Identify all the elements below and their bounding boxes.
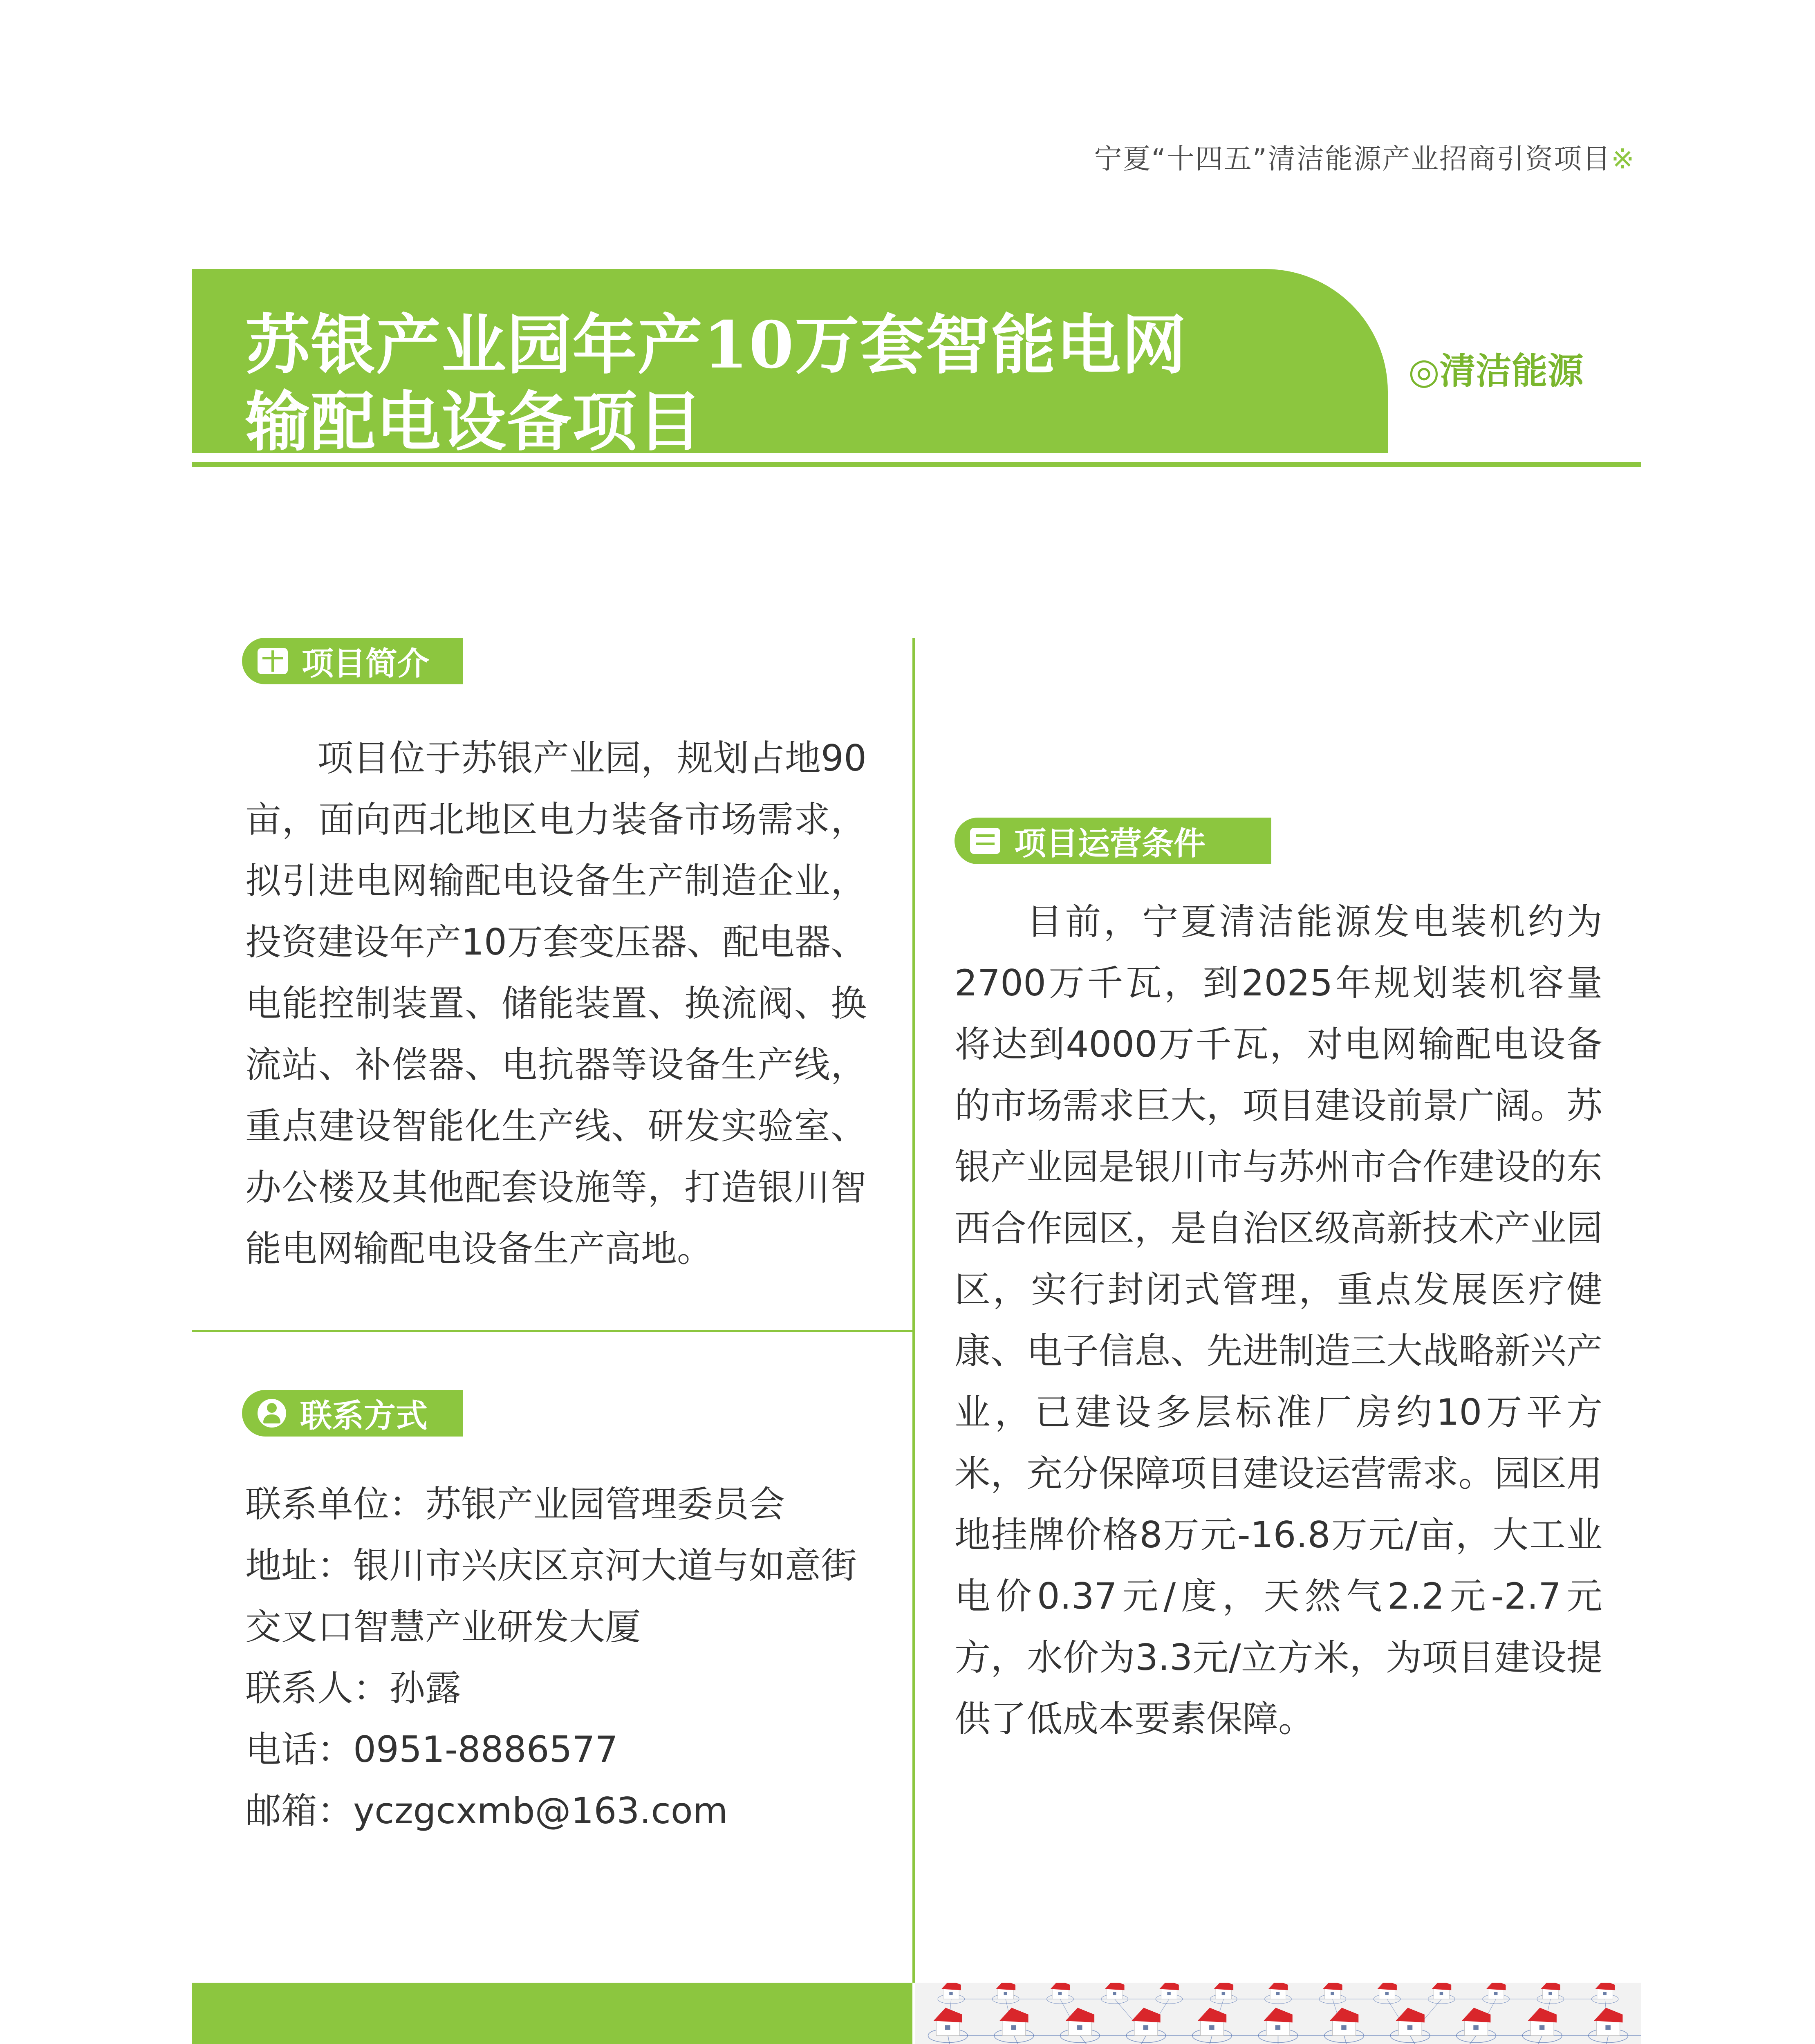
house-icon	[928, 2008, 968, 2042]
running-header-mark: ※	[1611, 143, 1635, 175]
section-badge-contact	[242, 1390, 463, 1437]
house-icon	[1192, 2008, 1232, 2042]
contact-row-phone: 电话：0951-8886577	[245, 1728, 618, 1771]
house-icon	[1047, 1983, 1073, 2004]
section-badge-operation	[955, 818, 1271, 864]
contact-row-address: 地址：银川市兴庆区京河大道与如意街	[245, 1544, 857, 1587]
section-heading-intro: 项目简介	[302, 645, 430, 682]
house-icon	[1156, 1983, 1182, 2004]
house-icon	[1319, 1983, 1346, 2004]
page-title-line-2: 输配电设备项目	[245, 384, 703, 460]
intro-paragraph: 项目位于苏银产业园，规划占地90亩，面向西北地区电力装备市场需求，拟引进电网输配电设备生产制造企业，投资建设年产10万套变压器、配电器、电能控制装置、储能装置、换流阀、换流站、补偿器、电抗器等设备生产线，重点建设智能化生产线、研发实验室、办公楼及其他配套设施等，打造银川智能电网输配电设备生产高地。	[245, 737, 867, 1270]
house-icon	[1456, 2008, 1496, 2042]
house-icon	[1589, 2008, 1628, 2042]
section-badge-intro	[242, 638, 463, 684]
section-heading-operation: 项目运营条件	[1014, 825, 1206, 862]
section-divider	[192, 1330, 912, 1332]
running-header-text: 宁夏“十四五”清洁能源产业招商引资项目	[1094, 143, 1611, 175]
page-title-line-1: 苏银产业园年产10万套智能电网	[245, 307, 1187, 383]
house-icon	[1101, 1983, 1128, 2004]
category-tag: ◎清洁能源	[1408, 350, 1584, 392]
house-icon	[994, 2008, 1034, 2042]
contact-row-person: 联系人：孙露	[245, 1667, 462, 1709]
title-rule	[192, 462, 1641, 467]
house-icon	[1537, 1983, 1564, 2004]
column-divider	[912, 638, 915, 1983]
house-icon	[992, 1983, 1019, 2004]
contact-row-address-cont: 交叉口智慧产业研发大厦	[245, 1606, 641, 1648]
contact-row-unit: 联系单位：苏银产业园管理委员会	[245, 1483, 785, 1525]
house-icon	[1428, 1983, 1455, 2004]
running-header	[1094, 137, 1635, 177]
person-icon	[258, 1399, 286, 1428]
houses-network-illustration	[915, 1983, 1641, 2044]
contact-list	[245, 1474, 883, 1842]
house-icon	[1210, 1983, 1237, 2004]
title-banner	[192, 269, 1388, 460]
house-icon	[1126, 2008, 1166, 2042]
operation-paragraph: 目前，宁夏清洁能源发电装机约为2700万千瓦，到2025年规划装机容量将达到4000万千瓦，对电网输配电设备的市场需求巨大，项目建设前景广阔。苏银产业园是银川市与苏州市合作建设的东西合作园区，是自治区级高新技术产业园区，实行封闭式管理，重点发展医疗健康、电子信息、先进制造三大战略新兴产业，已建设多层标准厂房约10万平方米，充分保障项目建设运营需求。园区用地挂牌价格8万元-16.8万元/亩，大工业电价0.37元/度，天然气2.2元-2.7元方，水价为3.3元/立方米，为项目建设提供了低成本要素保障。	[955, 901, 1602, 1740]
investment-box	[192, 1983, 912, 2044]
house-icon	[1390, 2008, 1430, 2042]
book-icon	[258, 648, 288, 674]
document-icon	[970, 828, 1000, 854]
house-icon	[1324, 2008, 1364, 2042]
house-icon	[1060, 2008, 1100, 2042]
house-icon	[1483, 1983, 1509, 2004]
house-icon	[1374, 1983, 1400, 2004]
house-icon	[1522, 2008, 1562, 2042]
contact-row-email: 邮箱：yczgcxmb@163.com	[245, 1790, 728, 1832]
section-heading-contact: 联系方式	[300, 1398, 428, 1434]
houses-network-image	[915, 1983, 1641, 2044]
